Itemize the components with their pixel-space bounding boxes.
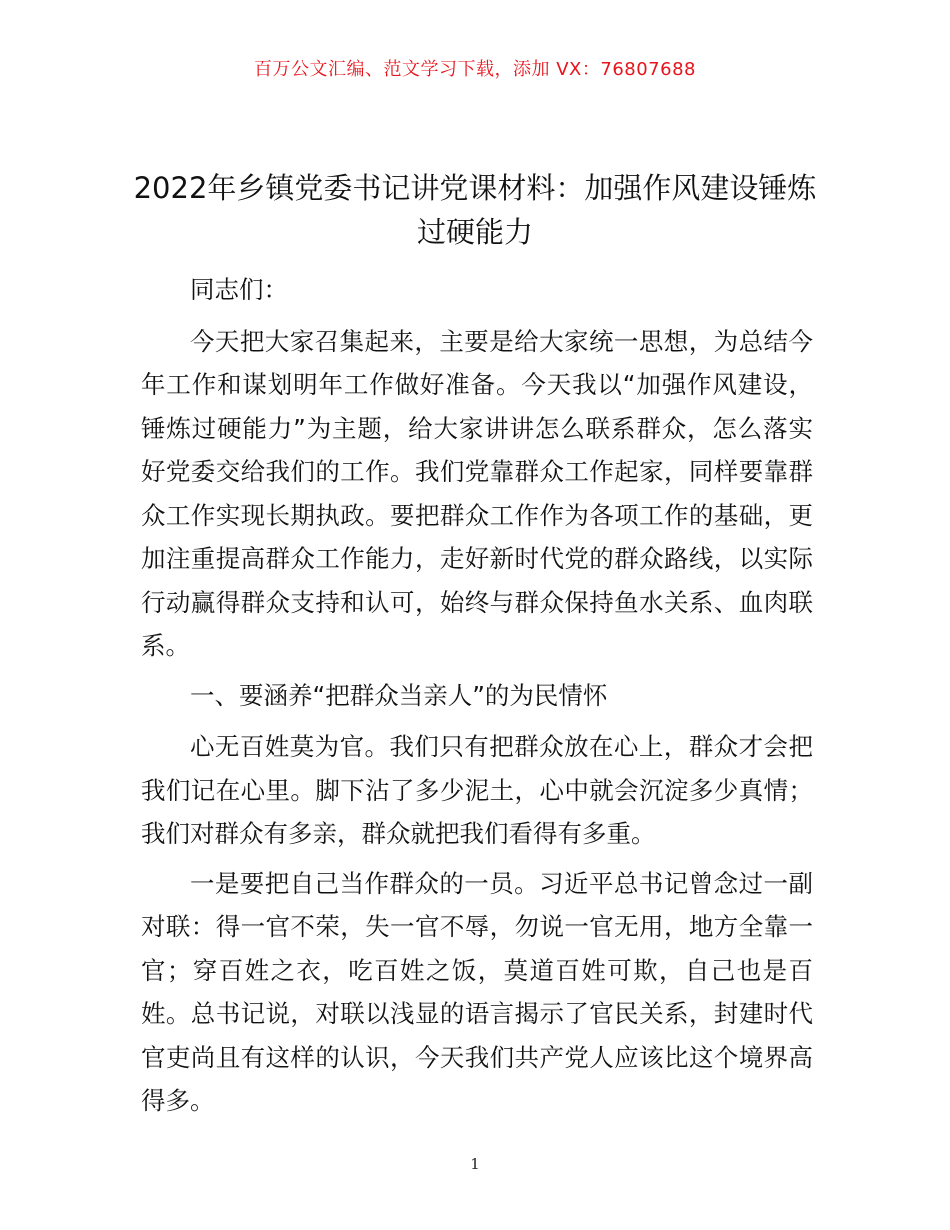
- section-heading-1: 一、要涵养“把群众当亲人”的为民情怀: [190, 680, 608, 710]
- body-paragraph: 一是要把自己当作群众的一员。习近平总书记曾念过一副对联：得一官不荣，失一官不辱，勿说一官无用，地方全靠一官；穿百姓之衣，吃百姓之饭，莫道百姓可欺，自己也是百姓。总书记说，对联以浅显的语言揭示了官民关系，封建时代官吏尚且有这样的认识，今天我们共产党人应该比这个境界高得多。: [141, 868, 813, 1115]
- salutation: 同志们：: [190, 275, 288, 304]
- intro-paragraph: 今天把大家召集起来，主要是给大家统一思想，为总结今年工作和谋划明年工作做好准备。今天我以“加强作风建设，锤炼过硬能力”为主题，给大家讲讲怎么联系群众，怎么落实好党委交给我们的工作。我们党靠群众工作起家，同样要靠群众工作实现长期执政。要把群众工作作为各项工作的基础，更加注重提高群众工作能力，走好新时代党的群众路线，以实际行动赢得群众支持和认可，始终与群众保持鱼水关系、血肉联系。: [141, 326, 813, 660]
- page-number: 1: [470, 1155, 480, 1173]
- header-watermark: 百万公文汇编、范文学习下载，添加 VX：76807688: [254, 59, 696, 80]
- document-body: [141, 268, 813, 1129]
- body-paragraph: 心无百姓莫为官。我们只有把群众放在心上，群众才会把我们记在心里。脚下沾了多少泥土，心中就会沉淀多少真情；我们对群众有多亲，群众就把我们看得有多重。: [141, 732, 813, 848]
- document-title: 2022年乡镇党委书记讲党课材料：加强作风建设锤炼过硬能力: [133, 171, 817, 249]
